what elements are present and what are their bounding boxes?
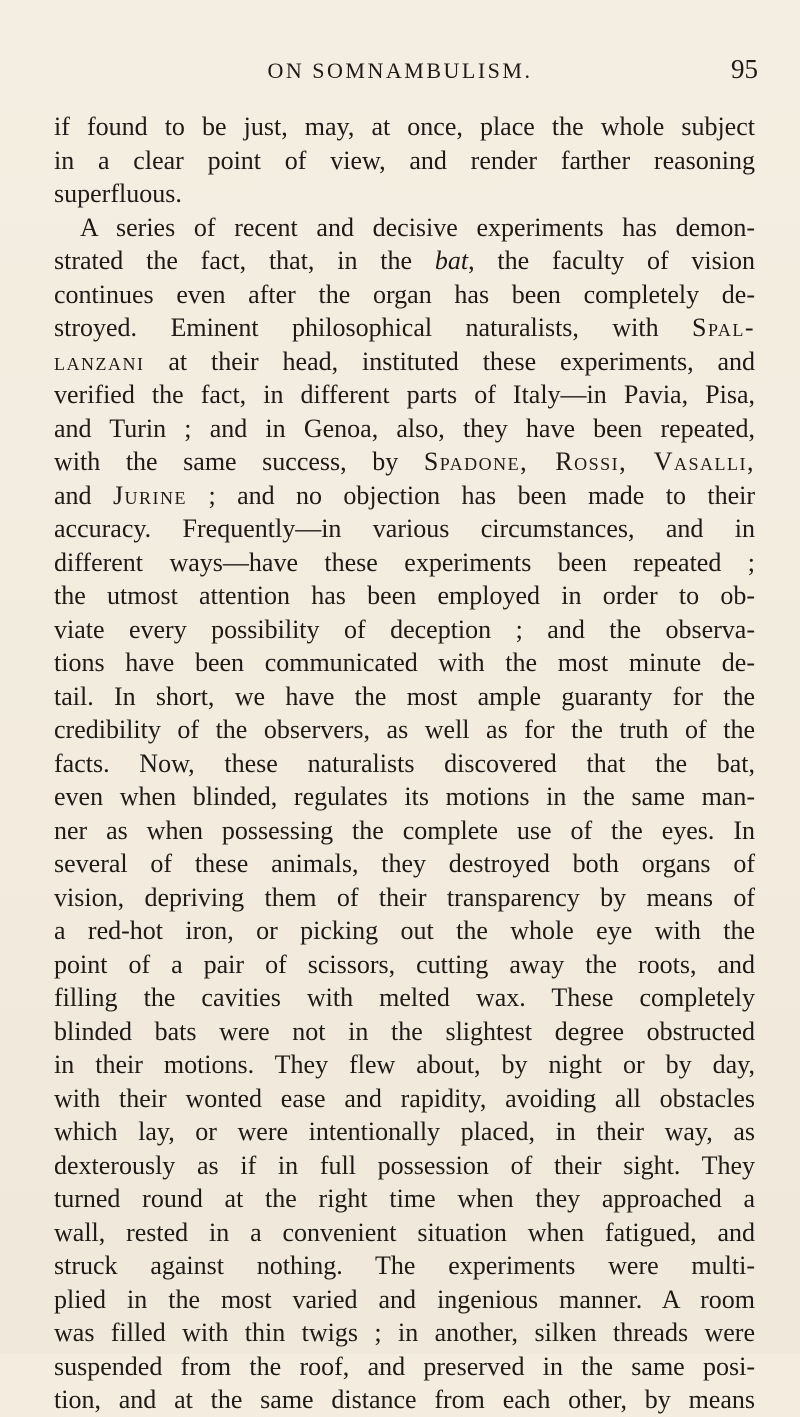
- text-line: blinded bats were not in the slightest degree obstructed: [54, 1016, 755, 1046]
- text-line: which lay, or were intentionally placed, in their way, as: [54, 1117, 755, 1146]
- text-line: with their wonted ease and rapidity, avoiding all obstacles: [54, 1083, 755, 1113]
- text-line: accuracy. Frequently—in various circumstances, and in: [54, 514, 755, 543]
- text-line: point of a pair of scissors, cutting away the roots, and: [54, 949, 755, 979]
- text-line: strated the fact, that, in the bat, the faculty of vision: [54, 246, 755, 275]
- small-caps-name: Spal-: [692, 313, 755, 342]
- running-title: ON SOMNAMBULISM.: [267, 58, 533, 83]
- text-line: viate every possibility of deception ; and the observa-: [54, 614, 755, 644]
- page-number: 95: [731, 54, 758, 84]
- text-line: turned round at the right time when they approached a: [54, 1184, 755, 1213]
- text-line: the utmost attention has been employed in order to ob-: [54, 581, 755, 610]
- text-line: wall, rested in a convenient situation when fatigued, and: [54, 1217, 755, 1247]
- body-text: [54, 110, 755, 1417]
- text-line: verified the fact, in different parts of Italy—in Pavia, Pisa,: [54, 380, 755, 409]
- running-head: [0, 54, 800, 90]
- text-line: was filled with thin twigs ; in another, silken threads were: [54, 1318, 755, 1347]
- text-line: stroyed. Eminent philosophical naturalists, with Spal-: [54, 313, 755, 342]
- text-line: different ways—have these experiments been repeated ;: [54, 547, 755, 577]
- text-line: in their motions. They flew about, by night or by day,: [54, 1050, 755, 1079]
- italic-word: bat: [434, 246, 469, 275]
- text-line: and Turin ; and in Genoa, also, they have been repeated,: [54, 413, 755, 443]
- text-line: plied in the most varied and ingenious manner. A room: [54, 1284, 755, 1314]
- small-caps-name: Spadone, Rossi, Vasalli,: [423, 447, 755, 476]
- small-caps-name: Jurine: [112, 480, 188, 510]
- text-line: credibility of the observers, as well as for the truth of the: [54, 715, 755, 744]
- text-line: a red-hot iron, or picking out the whole eye with the: [54, 916, 755, 945]
- text-line: several of these animals, they destroyed both organs of: [54, 849, 755, 878]
- text-line: tions have been communicated with the most minute de-: [54, 648, 755, 677]
- small-caps-name: lanzani: [54, 346, 145, 376]
- paragraph-start-line: A series of recent and decisive experiments has demon-: [80, 212, 755, 242]
- text-line: lanzani at their head, instituted these experiments, and: [54, 346, 755, 376]
- text-line: continues even after the organ has been completely de-: [54, 279, 755, 309]
- text-line: with the same success, by Spadone, Rossi, Vasalli,: [54, 447, 755, 476]
- text-line: tail. In short, we have the most ample guaranty for the: [54, 681, 755, 711]
- text-line: superfluous.: [54, 179, 182, 208]
- text-line: filling the cavities with melted wax. These completely: [54, 983, 755, 1012]
- text-line: if found to be just, may, at once, place the whole subject: [54, 112, 755, 141]
- text-line: dexterously as if in full possession of their sight. They: [54, 1150, 755, 1180]
- text-line: even when blinded, regulates its motions in the same man-: [54, 782, 755, 811]
- text-line: in a clear point of view, and render farther reasoning: [54, 145, 755, 175]
- text-line: facts. Now, these naturalists discovered that the bat,: [54, 748, 755, 778]
- text-line: struck against nothing. The experiments were multi-: [54, 1251, 755, 1280]
- text-line: tion, and at the same distance from each other, by means: [54, 1385, 755, 1414]
- text-line: and Jurine ; and no objection has been made to their: [54, 480, 755, 510]
- text-line: ner as when possessing the complete use of the eyes. In: [54, 815, 755, 845]
- text-line: suspended from the roof, and preserved in the same posi-: [54, 1351, 755, 1381]
- text-line: vision, depriving them of their transparency by means of: [54, 882, 755, 912]
